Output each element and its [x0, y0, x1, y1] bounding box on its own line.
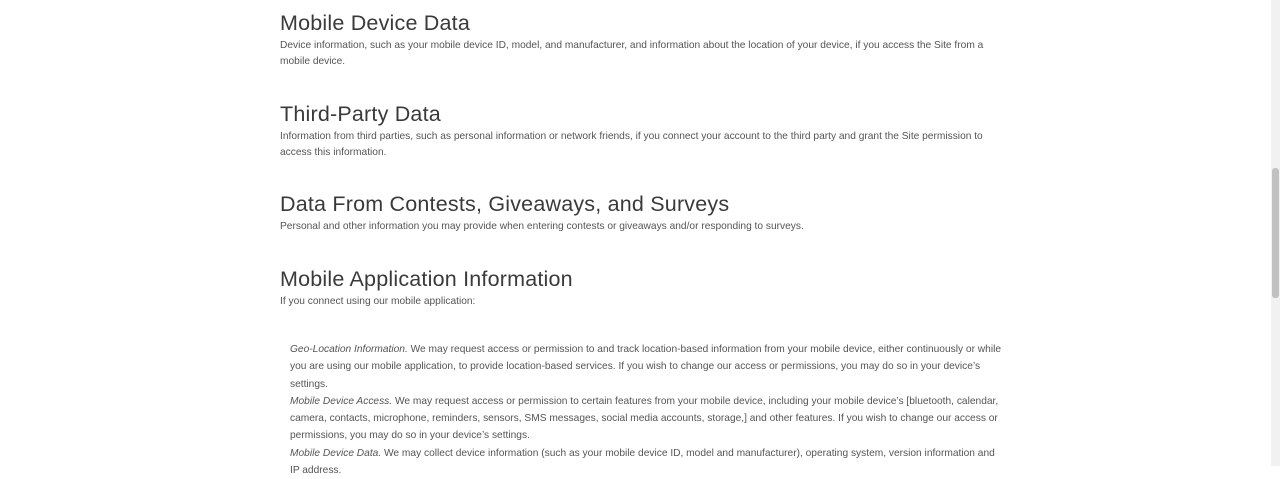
list-item-text: We may request access or permission to and track location-based information from your mobile device, either continuously or while you are using our mobile application, to provide location-based services. If you wish to change our access or permissions, you may do so in your device’s settings. [290, 344, 1002, 390]
list-item-text: We may request access or permission to certain features from your mobile device, including your mobile device’s [bluetooth, calendar, camera, contacts, microphone, reminders, sensors, SMS messages, social media accounts, storage,] and other features. If you wish to change our access or permissions, you may do so in your device’s settings. [290, 395, 999, 442]
scrollbar-thumb[interactable] [1272, 168, 1279, 298]
section-heading: Mobile Device Data [280, 11, 471, 35]
section-heading: Third-Party Data [280, 102, 441, 126]
list-item-label: Geo-Location Information. [290, 344, 408, 355]
section-mobile-application-information [280, 266, 1005, 310]
scrollbar[interactable] [1271, 0, 1280, 466]
section-text: Personal and other information you may provide when entering contests or giveaways and/or responding to surveys. [280, 221, 804, 232]
section-text: If you connect using our mobile application: [280, 296, 476, 307]
section-text: Information from third parties, such as personal information or network friends, if you connect your account to the third party and grant the Site permission to access this information. [280, 131, 983, 158]
list-item-label: Mobile Device Data. [290, 447, 382, 459]
section-heading: Data From Contests, Giveaways, and Surveys [280, 192, 730, 216]
mobile-data-list [290, 341, 1005, 479]
section-third-party-data [280, 101, 1005, 161]
list-item [290, 393, 1005, 445]
list-item-label: Mobile Device Access. [290, 395, 393, 407]
section-mobile-device-data [280, 10, 1005, 70]
list-item [290, 445, 1005, 479]
list-item [290, 341, 1005, 393]
section-text: Device information, such as your mobile device ID, model, and manufacturer, and information about the location of your device, if you access the Site from a mobile device. [280, 40, 984, 67]
section-heading: Mobile Application Information [280, 267, 573, 291]
section-contests-data [280, 191, 1005, 235]
list-item-text: We may collect device information (such as your mobile device ID, model and manufacturer), operating system, version information and IP address. [290, 447, 995, 477]
